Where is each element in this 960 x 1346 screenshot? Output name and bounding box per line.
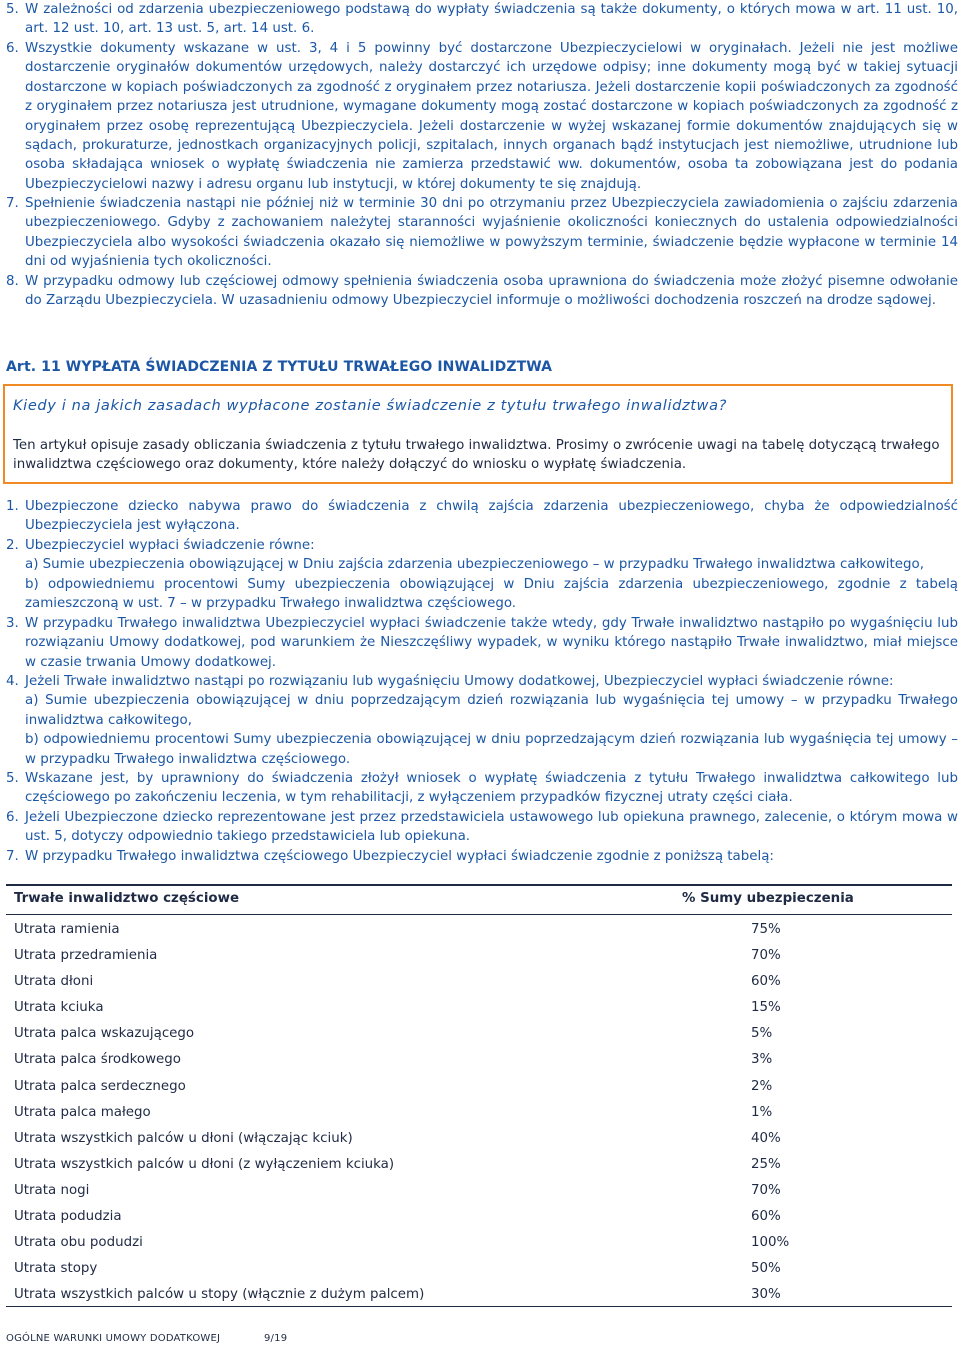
table-row (6, 1077, 952, 1103)
table-top-rule (6, 884, 952, 886)
point-text: Ubezpieczyciel wypłaci świadczenie równe: (25, 538, 315, 553)
table-cell-disability: Utrata kciuka (14, 1000, 104, 1016)
point-sub-a: a) Sumie ubezpieczenia obowiązującej w Dniu zajścia zdarzenia ubezpieczeniowego – w przypadku Trwałego inwalidztwa całkowitego, (25, 557, 924, 573)
table-cell-percent: 3% (751, 1052, 773, 1068)
item-text-content: Wszystkie dokumenty wskazane w ust. 3, 4 i 5 powinny być dostarczone Ubezpieczycielowi w oryginałach. Jeżeli nie jest możliwe dostarczenie oryginałów dokumentów urzędowych, należy dostarczyć ich urzędowe odpisy; inne dokumenty mogą być w takiej sytuacji dostarczone w kopiach poświadczonych za zgodność z oryginałem przez notariusza. Jeżeli dostarczenie kopii poświadczonych za zgodność z oryginałem przez notariusza jest utrudnione, wymagane dokumenty mogą zostać dostarczone w kopiach poświadczonych za zgodność z oryginałem przez osobę reprezentującą Ubezpieczyciela. Jeżeli dostarczenie w wyżej wskazanej formie dokumentów znajdujących się w sądach, prokuraturze, jednostkach organizacyjnych policji, szpitalach, innych organach bądź instytucjach jest niemożliwe, utrudnione lub osoba składająca wniosek o wypłatę świadczenia nie zamierza przedstawić ww. dokumentów, osoba ta zobowiązana jest do podania Ubezpieczycielowi nazwy i adresu organu lub instytucji, w której dokumenty te się znajdują. (25, 41, 958, 192)
table-cell-disability: Utrata palca małego (14, 1104, 151, 1120)
point-sub-a: a) Sumie ubezpieczenia obowiązującej w dniu poprzedzającym dzień rozwiązania lub wygaśnięcia tej umowy – w przypadku Trwałego inwalidztwa całkowitego, (25, 693, 958, 728)
item-number: 5. (6, 2, 19, 17)
table-cell-disability: Utrata palca środkowego (14, 1052, 181, 1068)
table-row (6, 1207, 952, 1233)
point-4 (6, 672, 958, 769)
article-question: Kiedy i na jakich zasadach wypłacone zostanie świadczenie z tytułu trwałego inwalidztwa? (13, 397, 727, 414)
table-cell-disability: Utrata dłoni (14, 974, 94, 990)
item-text: W zależności od zdarzenia ubezpieczeniowego podstawą do wypłaty świadczenia są także dokumenty, o których mowa w art. 11 ust. 10, art. 12 ust. 10, art. 13 ust. 5, art. 14 ust. 6. (25, 2, 958, 37)
table-cell-percent: 75% (751, 922, 781, 937)
table-cell-percent: 25% (751, 1156, 781, 1172)
article-heading (6, 359, 552, 375)
table-body (6, 920, 952, 1311)
table-cell-percent: 70% (751, 948, 781, 964)
point-3 (6, 614, 958, 672)
item-number: 7. (6, 196, 19, 211)
table-cell-percent: 100% (751, 1235, 790, 1251)
article-description: Ten artykuł opisuje zasady obliczania świadczenia z tytułu trwałego inwalidztwa. Prosimy o zwrócenie uwagi na tabelę dotyczącą trwałego inwalidztwa częściowego oraz dokumenty, które należy dołączyć do wniosku o wypłatę świadczenia. (13, 438, 940, 473)
point-number: 4. (6, 674, 19, 689)
table-cell-disability: Utrata podudzia (14, 1209, 122, 1225)
point-number: 3. (6, 616, 19, 631)
item-text: Spełnienie świadczenia nastąpi nie później niż w terminie 30 dni po otrzymaniu przez Ubezpieczyciela zawiadomienia o zajściu zdarzenia ubezpieczeniowego. Gdyby z zachowaniem należytej staranności wyjaśnienie okoliczności koniecznych do ustalenia odpowiedzialności Ubezpieczyciela albo wysokości świadczenia okazało się niemożliwe w powyższym terminie, świadczenie będzie wypłacone w terminie 14 dni od wyjaśnienia tych okoliczności. (25, 196, 958, 270)
point-text: Ubezpieczone dziecko nabywa prawo do świadczenia z chwilą zajścia zdarzenia ubezpieczeniowego, chyba że odpowiedzialność Ubezpieczyciela jest wyłączona. (25, 499, 958, 534)
item-text: W przypadku odmowy lub częściowej odmowy spełnienia świadczenia osoba uprawniona do świadczenia może złożyć pisemne odwołanie do Zarządu Ubezpieczyciela. W uzasadnieniu odmowy Ubezpieczyciel informuje o możliwości dochodzenia roszczeń na drodze sądowej. (25, 274, 958, 309)
table-row (6, 998, 952, 1024)
footer-title: OGÓLNE WARUNKI UMOWY DODATKOWEJ (6, 1333, 221, 1344)
page-footer (6, 1333, 288, 1344)
point-text: W przypadku Trwałego inwalidztwa Ubezpieczyciel wypłaci świadczenie także wtedy, gdy Trwałe inwalidztwo nastąpiło po wygaśnięciu lub rozwiązaniu Umowy dodatkowej, pod warunkiem że Nieszczęśliwy wypadek, w wyniku którego nastąpiło Trwałe inwalidztwo, miał miejsce w czasie trwania Umowy dodatkowej. (25, 616, 958, 670)
table-row (6, 946, 952, 972)
article-number: Art. 11 (6, 359, 61, 375)
table-cell-disability: Utrata wszystkich palców u dłoni (z wyłączeniem kciuka) (14, 1156, 395, 1172)
point-number: 5. (6, 771, 19, 786)
table-row (6, 1129, 952, 1155)
footer-page-number: 9/19 (264, 1333, 288, 1344)
intro-item-5 (6, 0, 958, 39)
table-cell-disability: Utrata wszystkich palców u dłoni (włączając kciuk) (14, 1130, 353, 1146)
item-text (25, 39, 958, 194)
table-row (6, 1181, 952, 1207)
point-text: Wskazane jest, by uprawniony do świadczenia złożył wniosek o wypłatę świadczenia z tytułu Trwałego inwalidztwa całkowitego lub częściowego po zakończeniu leczenia, w tym rehabilitacji, z wyłączeniem przypadków fizycznej utraty części ciała. (25, 771, 958, 806)
intro-item-6 (6, 39, 958, 194)
point-sub-b: b) odpowiedniemu procentowi Sumy ubezpieczenia obowiązującej w Dniu zajścia zdarzenia ubezpieczeniowego, zgodnie z tabelą zamieszczoną w ust. 7 – w przypadku Trwałego inwalidztwa częściowego. (25, 576, 958, 612)
table-cell-percent: 60% (751, 1209, 781, 1225)
table-row (6, 1050, 952, 1076)
table-row (6, 1155, 952, 1181)
item-number: 8. (6, 274, 19, 289)
table-cell-percent: 30% (751, 1287, 781, 1303)
point-number: 2. (6, 538, 19, 553)
point-7 (6, 847, 958, 866)
point-1 (6, 497, 958, 536)
point-2 (6, 536, 958, 614)
intro-item-7 (6, 194, 958, 272)
point-text: Jeżeli Trwałe inwalidztwo nastąpi po rozwiązaniu lub wygaśnięciu Umowy dodatkowej, Ubezpieczyciel wypłaci świadczenie równe: (25, 674, 894, 689)
point-text: W przypadku Trwałego inwalidztwa częściowego Ubezpieczyciel wypłaci świadczenie zgodnie z poniższą tabelą: (25, 849, 774, 864)
table-cell-disability: Utrata obu podudzi (14, 1235, 143, 1251)
table-cell-disability: Utrata przedramienia (14, 948, 158, 964)
point-sub-b: b) odpowiedniemu procentowi Sumy ubezpieczenia obowiązującej w dniu poprzedzającym dzień rozwiązania lub wygaśnięcia tej umowy – w przypadku Trwałego inwalidztwa częściowego. (25, 732, 958, 767)
table-cell-disability: Utrata wszystkich palców u stopy (włącznie z dużym palcem) (14, 1287, 425, 1303)
table-header-rule (6, 914, 952, 915)
item-number: 6. (6, 41, 19, 56)
table-bottom-rule (6, 1306, 952, 1307)
table-row (6, 1285, 952, 1311)
table-cell-percent: 2% (751, 1078, 773, 1094)
table-row (6, 1233, 952, 1259)
table-cell-percent: 40% (751, 1130, 781, 1146)
intro-item-8 (6, 272, 958, 311)
table-header-percent: % Sumy ubezpieczenia (682, 891, 854, 906)
table-cell-percent: 1% (751, 1104, 773, 1120)
table-row (6, 1103, 952, 1129)
table-cell-percent: 5% (751, 1026, 773, 1042)
point-number: 7. (6, 849, 19, 864)
table-header-disability: Trwałe inwalidztwo częściowe (14, 891, 240, 906)
table-cell-percent: 70% (751, 1182, 781, 1198)
point-number: 1. (6, 499, 19, 514)
table-cell-disability: Utrata ramienia (14, 922, 120, 937)
point-5 (6, 769, 958, 808)
table-cell-percent: 15% (751, 1000, 781, 1016)
table-row (6, 1024, 952, 1050)
article-info-box (3, 384, 953, 484)
table-cell-disability: Utrata palca wskazującego (14, 1026, 195, 1042)
point-text: Jeżeli Ubezpieczone dziecko reprezentowane jest przez przedstawiciela ustawowego lub opiekuna prawnego, zalecenie, o którym mowa w ust. 5, dotyczy odpowiednio takiego przedstawiciela lub opiekuna. (25, 810, 958, 845)
table-cell-disability: Utrata stopy (14, 1261, 98, 1277)
table-cell-percent: 50% (751, 1261, 781, 1277)
table-cell-disability: Utrata palca serdecznego (14, 1078, 186, 1094)
point-number: 6. (6, 810, 19, 825)
table-cell-disability: Utrata nogi (14, 1182, 90, 1198)
table-cell-percent: 60% (751, 974, 781, 990)
table-row (6, 1259, 952, 1285)
point-6 (6, 808, 958, 847)
article-title: WYPŁATA ŚWIADCZENIA Z TYTUŁU TRWAŁEGO INWALIDZTWA (65, 359, 553, 375)
table-row (6, 920, 952, 946)
table-row (6, 972, 952, 998)
